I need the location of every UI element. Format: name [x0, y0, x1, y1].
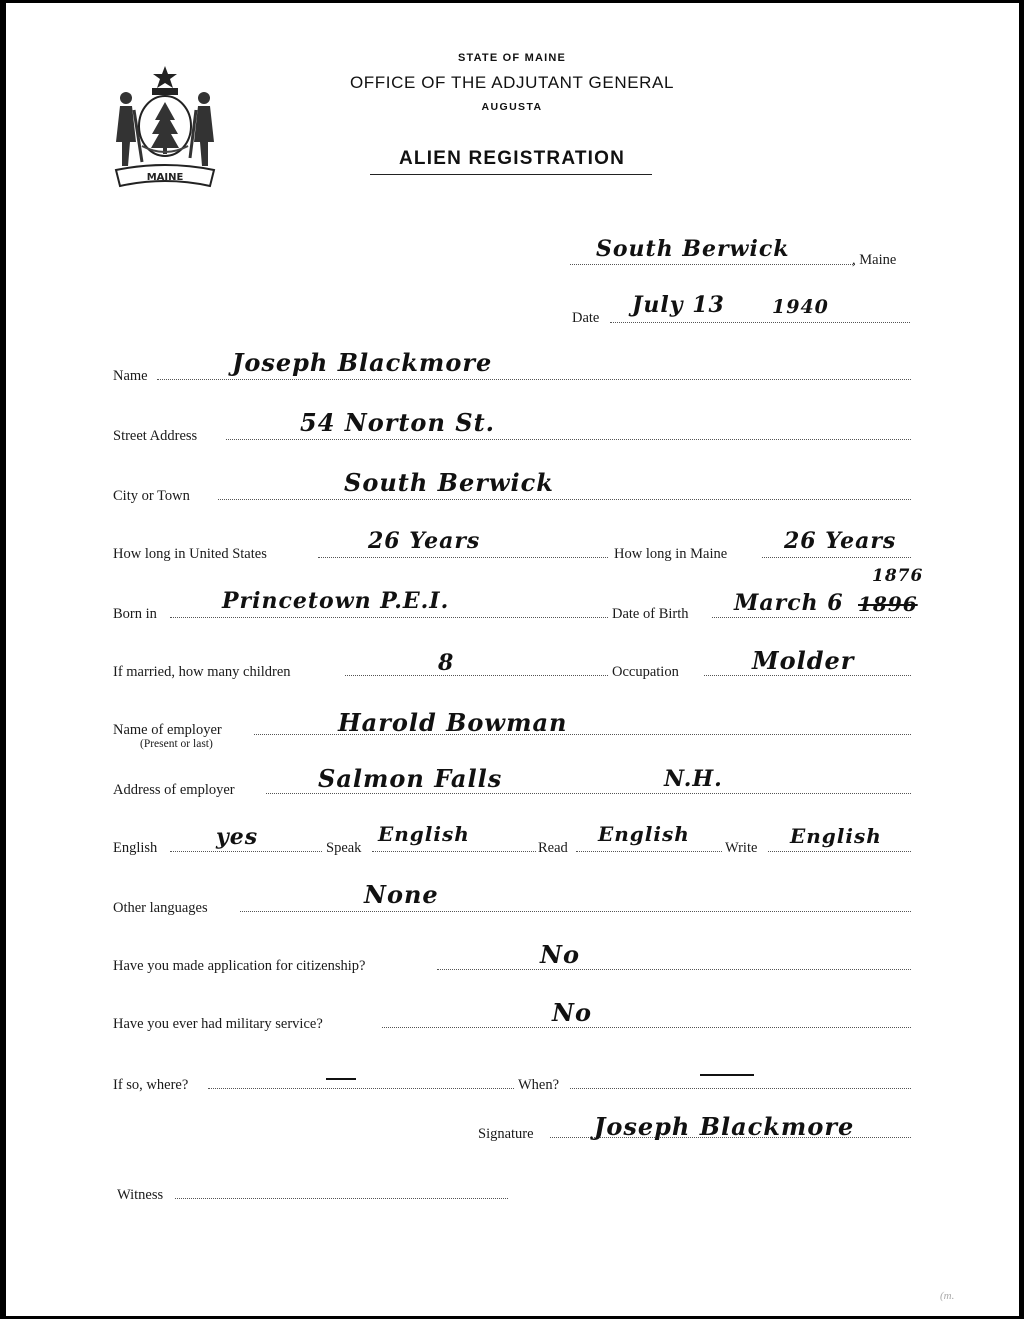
- street-address-value: 54 Norton St.: [300, 408, 496, 437]
- scan-border-right: [1019, 0, 1024, 1319]
- street-address-line: [226, 439, 911, 440]
- name-line: [157, 379, 911, 380]
- born-in-label: Born in: [113, 606, 157, 622]
- military-label: Have you ever had military service?: [113, 1016, 323, 1032]
- when-label: When?: [518, 1077, 560, 1093]
- date-value: July 13: [632, 292, 725, 318]
- employer-label: Name of employer: [113, 722, 222, 738]
- date-of-birth-value: March 6: [734, 590, 844, 616]
- other-languages-line: [240, 911, 911, 912]
- other-languages-value: None: [364, 880, 439, 909]
- corner-mark: (m.: [940, 1290, 955, 1302]
- write-line: [768, 851, 911, 852]
- if-so-where-line: [208, 1088, 514, 1089]
- witness-label: Witness: [117, 1187, 164, 1203]
- occupation-line: [704, 675, 911, 676]
- write-label: Write: [725, 840, 758, 856]
- read-value: English: [598, 822, 690, 846]
- employer-address-state-value: N.H.: [664, 766, 723, 792]
- english-value: yes: [216, 824, 259, 850]
- date-line: [610, 322, 910, 323]
- title-underline: [370, 174, 652, 175]
- born-in-line: [170, 617, 608, 618]
- town-line: [570, 264, 855, 265]
- maine-label: , Maine: [852, 252, 897, 268]
- employer-address-label: Address of employer: [113, 782, 235, 798]
- occupation-value: Molder: [752, 646, 855, 675]
- other-languages-label: Other languages: [113, 900, 208, 916]
- employer-address-town-value: Salmon Falls: [318, 764, 503, 793]
- citizenship-label: Have you made application for citizenship?: [113, 958, 366, 974]
- write-value: English: [790, 824, 882, 848]
- date-of-birth-line: [712, 617, 911, 618]
- english-line: [170, 851, 322, 852]
- employer-address-line: [266, 793, 911, 794]
- read-line: [576, 851, 722, 852]
- speak-label: Speak: [326, 840, 362, 856]
- name-value: Joseph Blackmore: [232, 348, 493, 377]
- city-or-town-line: [218, 499, 911, 500]
- if-so-where-label: If so, where?: [113, 1077, 189, 1093]
- occupation-label: Occupation: [612, 664, 679, 680]
- signature-label: Signature: [478, 1126, 534, 1142]
- speak-line: [372, 851, 536, 852]
- citizenship-line: [437, 969, 911, 970]
- speak-value: English: [378, 822, 470, 846]
- children-line: [345, 675, 608, 676]
- how-long-maine-line: [762, 557, 911, 558]
- office-heading: OFFICE OF THE ADJUTANT GENERAL: [349, 73, 675, 92]
- how-long-us-line: [318, 557, 608, 558]
- read-label: Read: [538, 840, 568, 856]
- when-line: [570, 1088, 911, 1089]
- state-heading: STATE OF MAINE: [457, 52, 567, 64]
- name-label: Name: [113, 368, 148, 384]
- children-label: If married, how many children: [113, 664, 291, 680]
- how-long-us-value: 26 Years: [368, 528, 481, 554]
- citizenship-value: No: [540, 940, 580, 969]
- if-so-where-value: [326, 1078, 356, 1080]
- date-label: Date: [572, 310, 600, 326]
- birth-year-corrected-value: 1876: [872, 566, 924, 586]
- street-address-label: Street Address: [113, 428, 198, 444]
- scan-border-left: [0, 0, 6, 1319]
- employer-note: (Present or last): [140, 738, 213, 750]
- city-heading: AUGUSTA: [481, 101, 543, 113]
- form-title: ALIEN REGISTRATION: [398, 148, 626, 169]
- birth-year-struck-value: 1896: [858, 592, 918, 616]
- english-label: English: [113, 840, 158, 856]
- date-of-birth-label: Date of Birth: [612, 606, 689, 622]
- witness-line: [175, 1198, 508, 1199]
- date-year-value: 1940: [772, 296, 829, 318]
- when-value: [700, 1074, 754, 1076]
- how-long-maine-label: How long in Maine: [614, 546, 728, 562]
- born-in-value: Princetown P.E.I.: [222, 588, 450, 614]
- military-line: [382, 1027, 911, 1028]
- city-or-town-label: City or Town: [113, 488, 190, 504]
- signature-value: Joseph Blackmore: [594, 1112, 855, 1141]
- scan-border-top: [0, 0, 1024, 3]
- how-long-maine-value: 26 Years: [784, 528, 897, 554]
- city-or-town-value: South Berwick: [344, 468, 554, 497]
- town-value: South Berwick: [596, 236, 790, 262]
- employer-value: Harold Bowman: [338, 708, 568, 737]
- how-long-us-label: How long in United States: [113, 546, 267, 562]
- seal-banner-text: MAINE: [146, 172, 184, 183]
- children-value: 8: [438, 650, 455, 676]
- military-value: No: [552, 998, 592, 1027]
